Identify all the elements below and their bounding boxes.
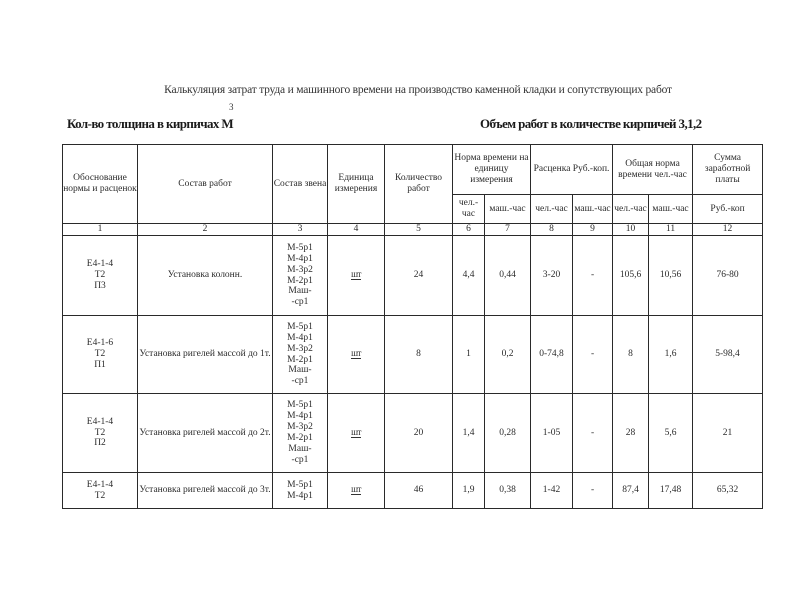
norm-chel-cell: 4,4 — [453, 236, 485, 316]
staff-line: -ср1 — [291, 454, 309, 465]
work-cell: Установка ригелей массой до 3т. — [138, 473, 273, 509]
staff-line: -ср1 — [291, 297, 309, 308]
col-num: 6 — [453, 224, 485, 236]
col-num: 9 — [573, 224, 613, 236]
total-mash-cell: 5,6 — [649, 394, 693, 473]
staff-line: М-5р1 — [287, 479, 313, 490]
header-unit: Единица измерения — [328, 145, 385, 224]
rate-mash-cell: - — [573, 316, 613, 394]
staff-line: М-3р2 — [287, 264, 313, 275]
header-c10: чел.-час — [613, 195, 649, 224]
header-basis: Обоснование нормы и расценок — [63, 145, 138, 224]
col-num: 4 — [328, 224, 385, 236]
staff-line: М-5р1 — [287, 242, 313, 253]
document-title: Калькуляция затрат труда и машинного времени на производство каменной кладки и сопутствующих работ — [164, 84, 672, 96]
staff-line: М-5р1 — [287, 400, 313, 411]
staff-cell — [273, 236, 328, 316]
staff-line: Маш- — [288, 365, 312, 376]
rate-mash-cell: - — [573, 236, 613, 316]
staff-cell — [273, 394, 328, 473]
rate-chel-cell: 1-42 — [531, 473, 573, 509]
norm-chel-cell: 1,9 — [453, 473, 485, 509]
basis-line: Е4-1-4 — [86, 259, 114, 270]
basis-line: Е4-1-6 — [86, 338, 114, 349]
staff-line: М-2р1 — [287, 275, 313, 286]
staff-line: М-2р1 — [287, 433, 313, 443]
rate-mash-cell: - — [573, 473, 613, 509]
header-c6: чел.-час — [453, 195, 485, 224]
norm-chel-cell: 1,4 — [453, 394, 485, 473]
basis-line: П3 — [94, 280, 106, 291]
basis-cell — [63, 236, 138, 316]
header-c11: маш.-час — [649, 195, 693, 224]
staff-line: М-2р1 — [287, 354, 313, 365]
basis-line: Е4-1-4 — [86, 416, 114, 427]
staff-line: М-3р2 — [287, 343, 313, 354]
rate-mash-cell: - — [573, 394, 613, 473]
staff-line: М-4р1 — [287, 332, 313, 343]
basis-line: П2 — [94, 438, 106, 449]
basis-line: Т2 — [94, 427, 106, 438]
total-mash-cell: 10,56 — [649, 236, 693, 316]
superscript-mark: 3 — [229, 102, 234, 112]
staff-line: Маш- — [288, 443, 312, 454]
sum-cell: 21 — [693, 394, 763, 473]
calculation-table — [62, 144, 763, 509]
norm-mash-cell: 0,28 — [485, 394, 531, 473]
sum-cell: 5-98,4 — [693, 316, 763, 394]
staff-line: М-4р1 — [287, 411, 313, 422]
staff-cell — [273, 473, 328, 509]
basis-cell — [63, 394, 138, 473]
total-mash-cell: 17,48 — [649, 473, 693, 509]
col-num: 2 — [138, 224, 273, 236]
basis-cell — [63, 473, 138, 509]
sum-cell: 65,32 — [693, 473, 763, 509]
header-total-norm: Общая норма времени чел.-час — [613, 145, 693, 195]
staff-line: М-4р1 — [287, 490, 313, 501]
rate-chel-cell: 1-05 — [531, 394, 573, 473]
staff-line: Маш- — [288, 286, 312, 297]
unit-text: шт — [351, 269, 361, 280]
subtitle-left: Кол-во толщина в кирпичах М — [67, 116, 234, 131]
header-work: Состав работ — [138, 145, 273, 224]
table-row — [63, 473, 763, 509]
table-row — [63, 316, 763, 394]
unit-text: шт — [351, 426, 361, 437]
header-staff: Состав звена — [273, 145, 328, 224]
work-cell: Установка ригелей массой до 1т. — [138, 316, 273, 394]
header-norm-time: Норма времени на единицу измерения — [453, 145, 531, 195]
norm-mash-cell: 0,2 — [485, 316, 531, 394]
total-chel-cell: 105,6 — [613, 236, 649, 316]
staff-line: М-3р2 — [287, 422, 313, 433]
col-num: 5 — [385, 224, 453, 236]
qty-cell: 24 — [385, 236, 453, 316]
rate-chel-cell: 0-74,8 — [531, 316, 573, 394]
qty-cell: 20 — [385, 394, 453, 473]
qty-cell: 8 — [385, 316, 453, 394]
total-chel-cell: 87,4 — [613, 473, 649, 509]
basis-line: П1 — [94, 359, 106, 370]
staff-line: М-4р1 — [287, 253, 313, 264]
unit-cell — [328, 236, 385, 316]
total-mash-cell: 1,6 — [649, 316, 693, 394]
qty-cell: 46 — [385, 473, 453, 509]
unit-cell — [328, 394, 385, 473]
header-c8: чел.-час — [531, 195, 573, 224]
total-chel-cell: 8 — [613, 316, 649, 394]
header-c12: Руб.-коп — [693, 195, 763, 224]
rate-chel-cell: 3-20 — [531, 236, 573, 316]
col-num: 10 — [613, 224, 649, 236]
header-row-1 — [63, 145, 763, 195]
table-row — [63, 394, 763, 473]
col-num: 12 — [693, 224, 763, 236]
basis-line: Т2 — [94, 490, 106, 501]
header-c9: маш.-час — [573, 195, 613, 224]
header-sum: Сумма заработной платы — [693, 145, 763, 195]
col-num: 1 — [63, 224, 138, 236]
total-chel-cell: 28 — [613, 394, 649, 473]
header-c7: маш.-час — [485, 195, 531, 224]
subtitle-right: Объем работ в количестве кирпичей 3,1,2 — [480, 116, 702, 131]
staff-cell — [273, 316, 328, 394]
col-num: 11 — [649, 224, 693, 236]
basis-line: Т2 — [94, 349, 106, 360]
norm-mash-cell: 0,44 — [485, 236, 531, 316]
col-num: 8 — [531, 224, 573, 236]
header-rate: Расценка Руб.-коп. — [531, 145, 613, 195]
unit-text: шт — [351, 484, 361, 495]
col-num: 3 — [273, 224, 328, 236]
basis-cell — [63, 316, 138, 394]
basis-line: Т2 — [94, 270, 106, 281]
basis-line: Е4-1-4 — [86, 479, 114, 490]
work-cell: Установка колонн. — [138, 236, 273, 316]
norm-mash-cell: 0,38 — [485, 473, 531, 509]
staff-line: М-5р1 — [287, 321, 313, 332]
sum-cell: 76-80 — [693, 236, 763, 316]
header-qty: Количество работ — [385, 145, 453, 224]
table-row — [63, 236, 763, 316]
col-num: 7 — [485, 224, 531, 236]
staff-line: -ср1 — [291, 376, 309, 387]
norm-chel-cell: 1 — [453, 316, 485, 394]
unit-cell — [328, 473, 385, 509]
column-number-row — [63, 224, 763, 236]
unit-cell — [328, 316, 385, 394]
work-cell: Установка ригелей массой до 2т. — [138, 394, 273, 473]
unit-text: шт — [351, 348, 361, 359]
